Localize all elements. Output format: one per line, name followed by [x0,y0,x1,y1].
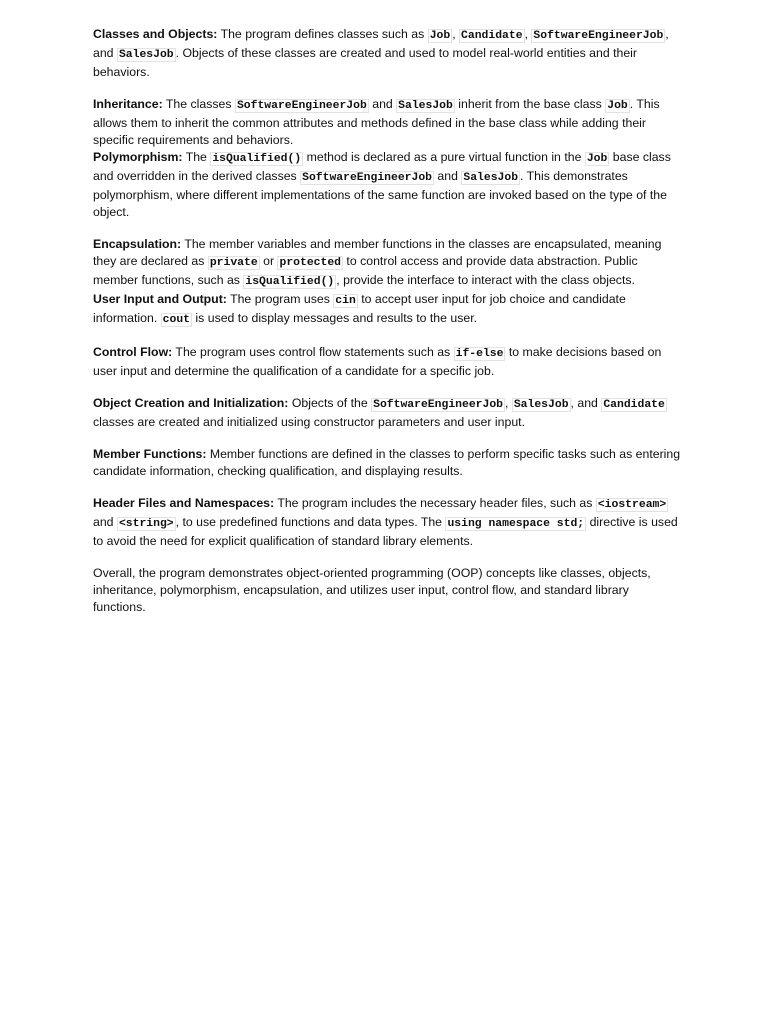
body-text: , [524,27,532,41]
body-text: Member functions are defined in the classes to perform specific tasks such as entering candidate information, checking qualification, and displaying results. [93,447,681,478]
paragraph-heading: Header Files and Namespaces: [93,496,275,510]
body-text: The program uses [226,292,334,306]
inline-code: using namespace std; [447,518,585,530]
body-text: The program includes the necessary header files, such as [274,496,596,510]
inline-code: SalesJob [513,399,569,411]
body-text: The [182,150,211,164]
paragraph [93,565,683,616]
paragraph [93,344,683,380]
body-text: , provide the interface to interact with the class objects. [336,273,635,287]
inline-code: <iostream> [597,499,667,511]
body-text: The program uses control flow statements such as [172,345,454,359]
body-text: The member variables and member functions in the classes are encapsulated, meaning they are declared as [93,237,662,268]
paragraph-heading: Object Creation and Initialization: [93,396,289,410]
inline-code: isQualified() [245,276,335,288]
paragraph [93,149,683,221]
paragraph-heading: Inheritance: [93,97,163,111]
inline-code: if-else [455,348,504,360]
inline-code: SoftwareEngineerJob [302,172,432,184]
body-text: inherit from the base class [454,97,606,111]
body-text: . Objects of these classes are created and used to model real-world entities and their behaviors. [93,46,638,79]
body-text: to accept user input for job choice and candidate information. [93,292,626,325]
paragraph-heading: Polymorphism: [93,150,183,164]
inline-code: SalesJob [118,49,174,61]
inline-code: Job [586,153,608,165]
paragraph [93,395,683,431]
paragraph [93,96,683,149]
body-text: , and [570,396,602,410]
inline-code: SoftwareEngineerJob [373,399,503,411]
inline-code: protected [279,257,342,269]
paragraph [93,291,683,329]
paragraph-heading: Member Functions: [93,447,207,461]
body-text: base class and overridden in the derived classes [93,150,671,183]
inline-code: isQualified() [212,153,302,165]
paragraph-heading: User Input and Output: [93,292,227,306]
document-page [93,26,683,616]
body-text: Overall, the program demonstrates object-oriented programming (OOP) concepts like classes, objects, inheritance, polymorphism, encapsulation, and utilizes user input, control flow, and standard library functions. [93,566,651,614]
body-text: , [452,27,460,41]
paragraph-heading: Encapsulation: [93,237,182,251]
body-text: . This allows them to inherit the common attributes and methods defined in the base class while adding their specific requirements and behaviors. [93,97,660,147]
inline-code: Job [607,100,628,112]
inline-code: private [209,257,258,269]
paragraph [93,495,683,550]
inline-code: Job [429,30,451,42]
paragraph-heading: Classes and Objects: [93,27,218,41]
body-text: , [505,396,512,410]
inline-code: cout [162,314,191,326]
paragraph [93,236,683,291]
body-text: and [93,515,117,529]
paragraph-heading: Control Flow: [93,345,173,359]
paragraph [93,446,683,480]
body-text: The program defines classes such as [217,27,428,41]
body-text: and [368,97,397,111]
inline-code: SalesJob [398,100,453,112]
inline-code: <string> [118,518,174,530]
body-text: to control access and provide data abstraction. Public member functions, such as [93,254,638,287]
body-text: classes are created and initialized using constructor parameters and user input. [93,415,525,429]
body-text: . This demonstrates polymorphism, where different implementations of the same function are invoked based on the type of the object. [93,169,667,219]
body-text: , and [93,27,669,60]
body-text: Objects of the [288,396,372,410]
body-text: and [434,169,462,183]
paragraph [93,26,683,81]
body-text: method is declared as a pure virtual function in the [303,150,585,164]
body-text: or [259,254,278,268]
inline-code: Candidate [603,399,665,411]
body-text: directive is used to avoid the need for explicit qualification of standard library elements. [93,515,678,548]
body-text: to make decisions based on user input and determine the qualification of a candidate for a specific job. [93,345,662,378]
inline-code: cin [335,295,356,307]
inline-code: Candidate [461,30,523,42]
body-text: is used to display messages and results to the user. [192,311,478,325]
inline-code: SoftwareEngineerJob [533,30,664,42]
inline-code: SoftwareEngineerJob [236,100,367,112]
body-text: The classes [162,97,235,111]
inline-code: SalesJob [463,172,519,184]
body-text: , to use predefined functions and data types. The [175,515,446,529]
